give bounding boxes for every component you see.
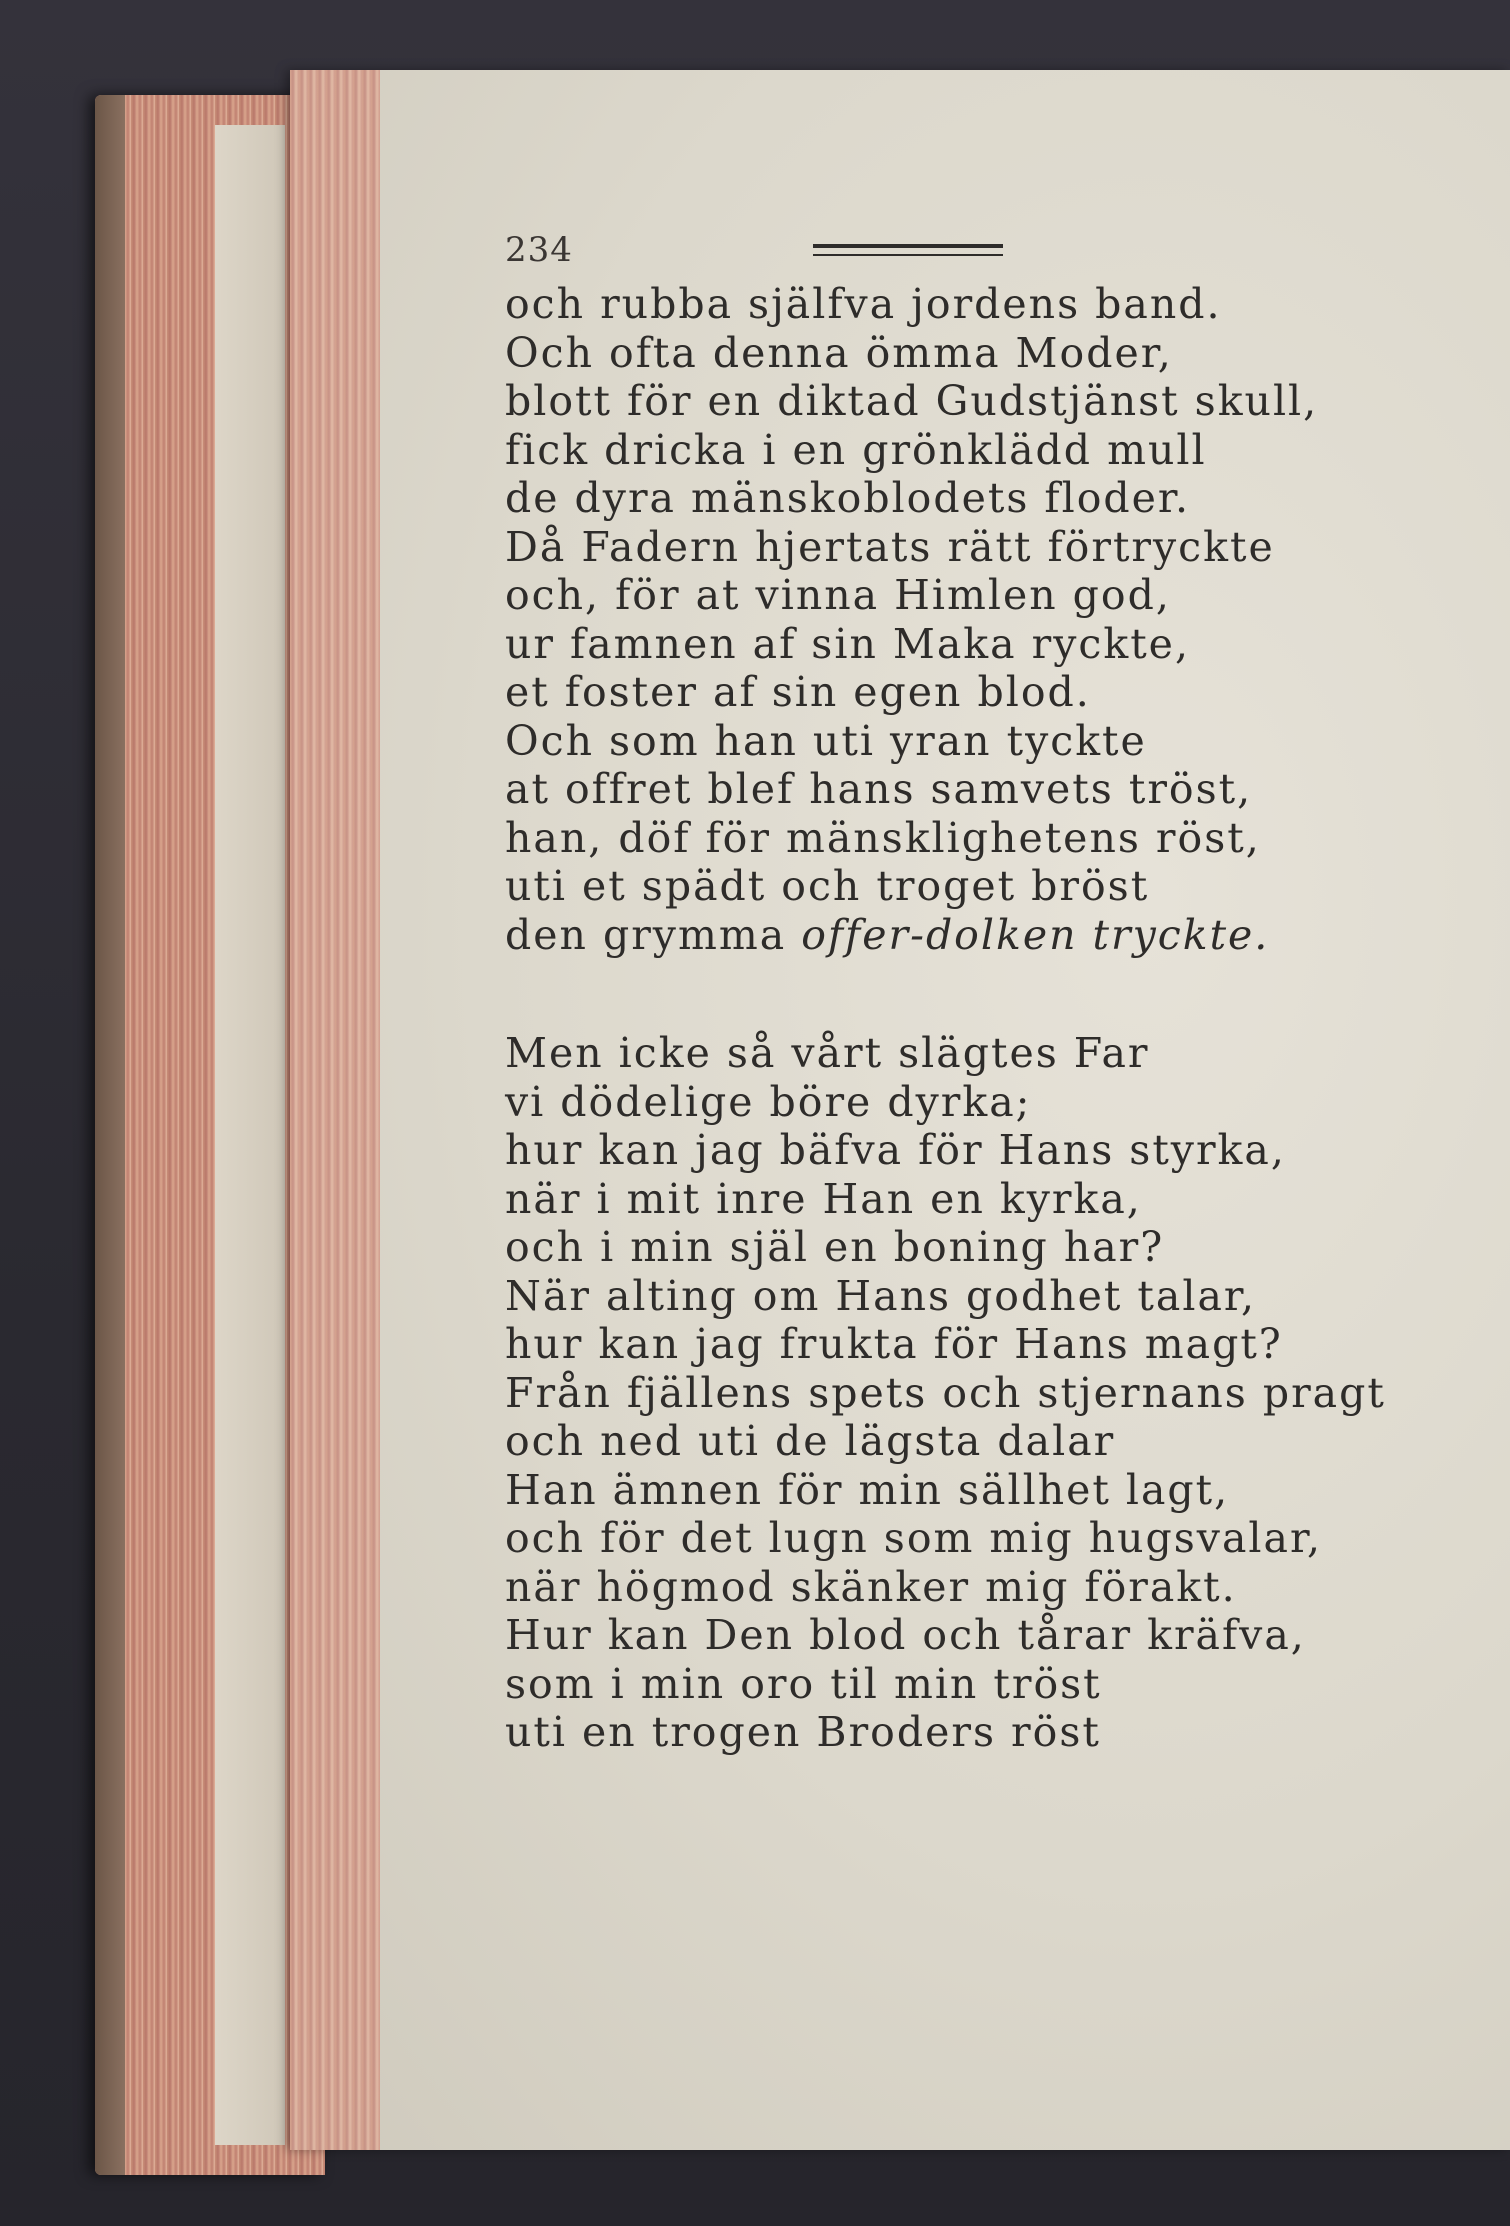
- verse-line: och rubba själfva jordens band.: [505, 280, 1222, 328]
- stanza-1: [505, 280, 1485, 959]
- verse-line: Och ofta denna ömma Moder,: [505, 328, 1173, 377]
- verse-line: hur kan jag frukta för Hans magt?: [505, 1320, 1283, 1368]
- verse-line: Hur kan Den blod och tårar kräfva,: [505, 1611, 1306, 1659]
- verse-line-lead: den grymma: [505, 910, 802, 959]
- verse-line: när högmod skänker mig förakt.: [505, 1562, 1237, 1611]
- verse-line: Han ämnen för min sällhet lagt,: [505, 1465, 1230, 1514]
- verse-line: hur kan jag bäfva för Hans styrka,: [505, 1126, 1286, 1174]
- verse-line: och ned uti de lägsta dalar: [505, 1417, 1116, 1465]
- verse-line: at offret blef hans samvets tröst,: [505, 765, 1253, 813]
- stanza-2: [505, 1029, 1485, 1757]
- verse-line: Men icke så vårt slägtes Far: [505, 1029, 1150, 1077]
- page-number: 234: [505, 230, 573, 270]
- verse-line: och i min själ en boning har?: [505, 1223, 1165, 1271]
- page-content: [505, 220, 1485, 1757]
- verse-line: uti et spädt och troget bröst: [505, 862, 1150, 910]
- verse-line: [505, 911, 1485, 960]
- verse-line: Då Fadern hjertats rätt förtryckte: [505, 522, 1275, 571]
- stanza-break: [505, 959, 1485, 1029]
- verse-line: vi dödelige böre dyrka;: [505, 1077, 1032, 1126]
- verse-line: som i min oro til min tröst: [505, 1659, 1102, 1708]
- verse-line: fick dricka i en grönklädd mull: [505, 425, 1207, 474]
- verse-line: när i mit inre Han en kyrka,: [505, 1174, 1142, 1223]
- verse-line: ur famnen af sin Maka ryckte,: [505, 619, 1190, 668]
- verse-line: han, döf för mänsklighetens röst,: [505, 813, 1261, 862]
- header-ornament-rule: [813, 244, 1003, 256]
- verse-line: och, för at vinna Himlen god,: [505, 571, 1171, 619]
- verse-line: Från fjällens spets och stjernans pragt: [505, 1368, 1386, 1417]
- inner-leaf: [215, 125, 285, 2145]
- verse-line: et foster af sin egen blod.: [505, 668, 1091, 716]
- verse-line: och för det lugn som mig hugsvalar,: [505, 1514, 1323, 1562]
- verse-line: de dyra mänskoblodets floder.: [505, 474, 1191, 522]
- verse-line: uti en trogen Broders röst: [505, 1708, 1101, 1756]
- verse-line-emphasis: offer-dolken tryckte.: [801, 910, 1270, 959]
- verse-line: När alting om Hans godhet talar,: [505, 1271, 1257, 1320]
- book-page: [290, 70, 1510, 2150]
- verse-line: Och som han uti yran tyckte: [505, 716, 1147, 765]
- book-cover-edge: [95, 95, 125, 2175]
- page-header: [505, 220, 1485, 280]
- verse-line: blott för en diktad Gudstjänst skull,: [505, 377, 1319, 425]
